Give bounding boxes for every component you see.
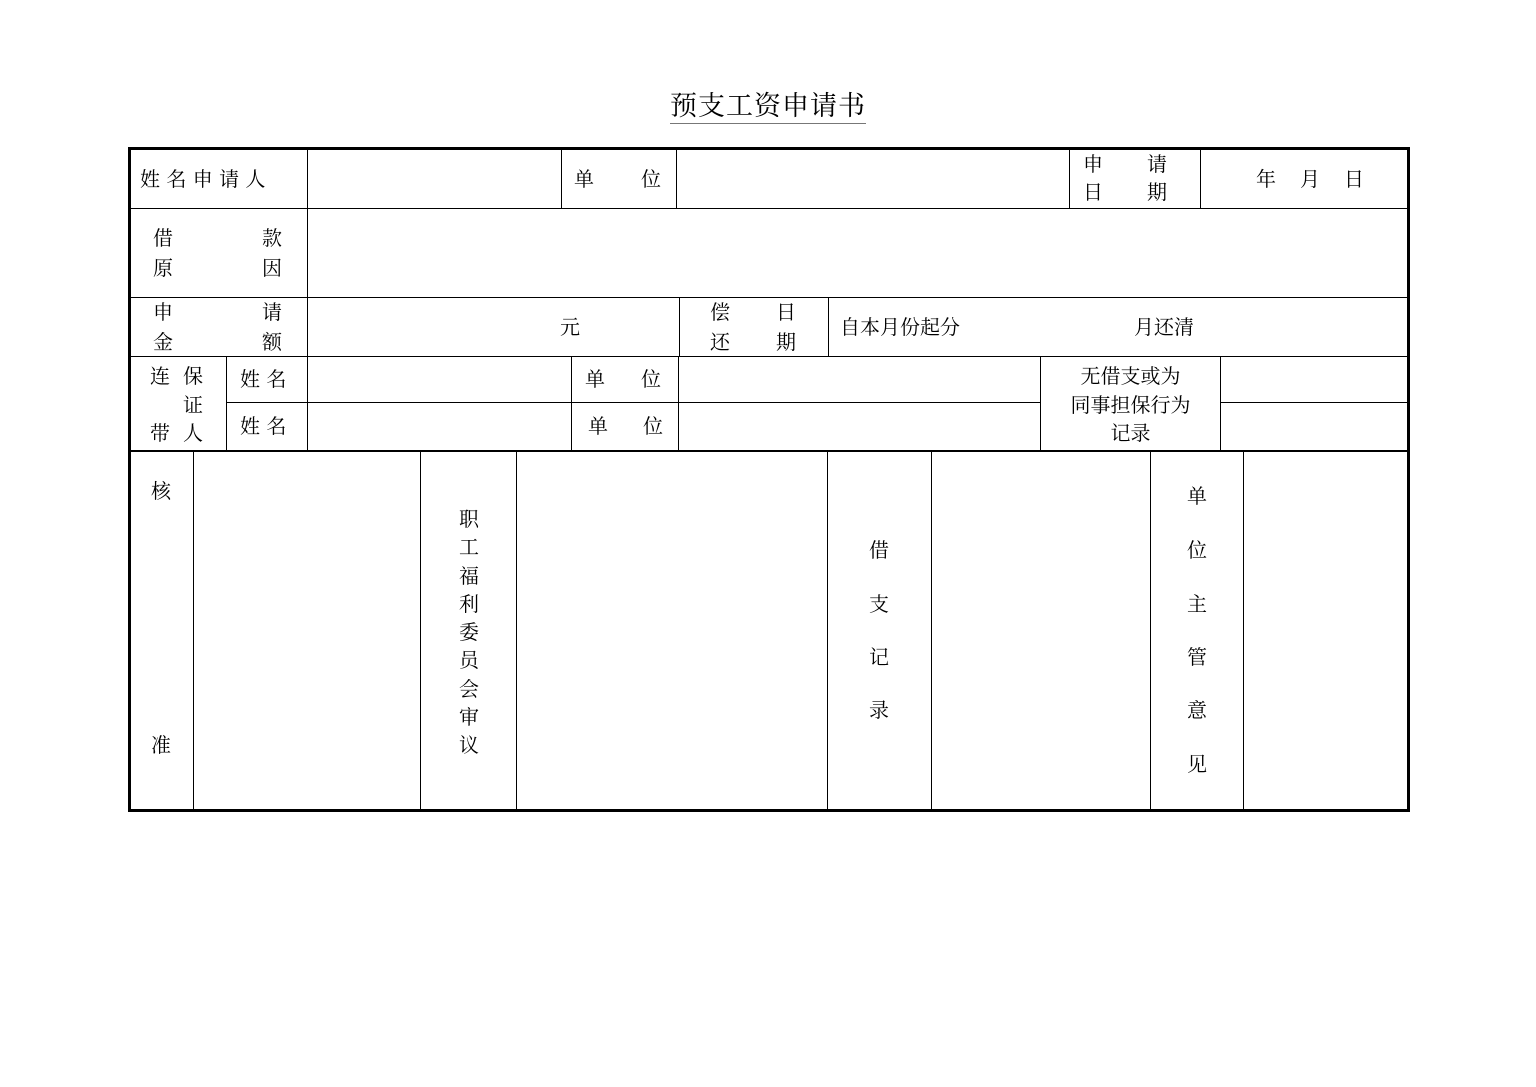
supervisor-opinion-label-char: 管	[1187, 645, 1207, 669]
guarantor-unit-label-part: 单	[585, 367, 605, 391]
guarantor-record-label-line: 记录	[1110, 421, 1151, 445]
table-border-bottom	[128, 809, 1410, 812]
guarantor-unit-label-part: 单	[588, 414, 608, 438]
loan-record-label-char: 借	[869, 538, 889, 562]
amount-field[interactable]	[309, 299, 678, 355]
apply-date-label-part: 申	[1083, 152, 1103, 176]
row-divider	[128, 450, 1410, 452]
col-divider	[1200, 147, 1201, 209]
apply-date-label-part: 请	[1147, 152, 1167, 176]
loan-reason-label-part: 因	[262, 256, 282, 280]
supervisor-opinion-label-char: 见	[1187, 752, 1207, 776]
col-divider	[1220, 356, 1221, 451]
approval-field[interactable]	[195, 453, 419, 808]
guarantor-unit-field-2[interactable]	[680, 404, 1039, 449]
row-divider	[1220, 402, 1410, 403]
row-divider	[128, 297, 1410, 298]
approve-label-bottom: 准	[151, 733, 171, 757]
guarantor-label-part: 保	[183, 364, 203, 388]
repay-label-part: 期	[776, 330, 796, 354]
apply-date-label-part: 期	[1147, 180, 1167, 204]
supervisor-opinion-field[interactable]	[1245, 453, 1406, 808]
repay-from-label: 自本月份起分	[840, 315, 960, 339]
guarantor-name-field-1[interactable]	[309, 358, 570, 401]
guarantor-record-label-line: 同事担保行为	[1070, 393, 1191, 417]
row-divider	[128, 208, 1410, 209]
form-title	[0, 84, 1536, 123]
col-divider	[307, 356, 308, 451]
date-month-label: 月	[1300, 167, 1320, 191]
col-divider	[679, 297, 680, 357]
loan-reason-label-part: 借	[153, 226, 173, 250]
repay-label-part: 偿	[710, 300, 730, 324]
col-divider	[1150, 450, 1151, 811]
guarantor-label-part: 人	[183, 421, 203, 445]
apply-date-label-part: 日	[1083, 180, 1103, 204]
table-border-left	[128, 147, 131, 812]
col-divider	[307, 147, 308, 357]
repay-until-label: 月还清	[1134, 315, 1194, 339]
col-divider	[676, 147, 677, 209]
loan-record-label-char: 支	[869, 592, 889, 616]
guarantor-name-field-2[interactable]	[309, 404, 570, 449]
committee-review-field[interactable]	[518, 453, 826, 808]
guarantor-record-field-1[interactable]	[1222, 358, 1406, 401]
guarantor-label-part: 带	[150, 421, 170, 445]
guarantor-unit-label-part: 位	[643, 414, 663, 438]
currency-unit-label: 元	[560, 315, 580, 339]
amount-label-part: 申	[153, 300, 173, 324]
unit-field[interactable]	[678, 150, 1068, 208]
supervisor-opinion-label-char: 意	[1187, 698, 1207, 722]
col-divider	[931, 450, 932, 811]
loan-record-label-char: 记	[869, 645, 889, 669]
guarantor-unit-label-part: 位	[641, 367, 661, 391]
amount-label-part: 额	[262, 330, 282, 354]
repay-label-part: 日	[776, 300, 796, 324]
col-divider	[571, 356, 572, 451]
loan-reason-label-part: 款	[262, 226, 282, 250]
supervisor-opinion-label-char: 位	[1187, 538, 1207, 562]
applicant-name-field[interactable]	[309, 150, 560, 208]
row-divider	[128, 356, 1410, 357]
col-divider	[828, 297, 829, 357]
date-day-label: 日	[1344, 167, 1364, 191]
amount-label-part: 请	[262, 300, 282, 324]
guarantor-unit-field-1[interactable]	[680, 358, 1039, 401]
loan-reason-label-part: 原	[153, 256, 173, 280]
col-divider	[827, 450, 828, 811]
approve-label-top: 核	[151, 479, 171, 503]
col-divider	[561, 147, 562, 209]
committee-review-label: 职工福利委员会审议	[459, 507, 479, 758]
supervisor-opinion-label-char: 主	[1187, 592, 1207, 616]
guarantor-record-field-2[interactable]	[1222, 404, 1406, 449]
supervisor-opinion-label-char: 单	[1187, 484, 1207, 508]
applicant-name-label: 姓 名 申 请 人	[140, 167, 266, 191]
guarantor-name-label: 姓 名	[240, 367, 287, 391]
loan-record-label-char: 录	[869, 698, 889, 722]
col-divider	[193, 450, 194, 811]
guarantor-label-part: 证	[183, 393, 203, 417]
unit-label-part: 位	[641, 167, 661, 191]
col-divider	[1243, 450, 1244, 811]
guarantor-record-label-line: 无借支或为	[1080, 364, 1181, 388]
guarantor-name-label: 姓 名	[240, 414, 287, 438]
col-divider	[1069, 147, 1070, 209]
repay-label-part: 还	[710, 330, 730, 354]
loan-reason-field[interactable]	[309, 210, 1406, 296]
loan-record-field[interactable]	[933, 453, 1149, 808]
unit-label-part: 单	[574, 167, 594, 191]
date-year-label: 年	[1256, 167, 1276, 191]
table-border-right	[1407, 147, 1410, 812]
form-title-text: 预支工资申请书	[670, 91, 866, 122]
col-divider	[420, 450, 421, 811]
guarantor-label-part: 连	[150, 364, 170, 388]
row-divider	[226, 402, 1041, 403]
col-divider	[678, 356, 679, 451]
amount-label-part: 金	[153, 330, 173, 354]
col-divider	[226, 356, 227, 451]
col-divider	[516, 450, 517, 811]
